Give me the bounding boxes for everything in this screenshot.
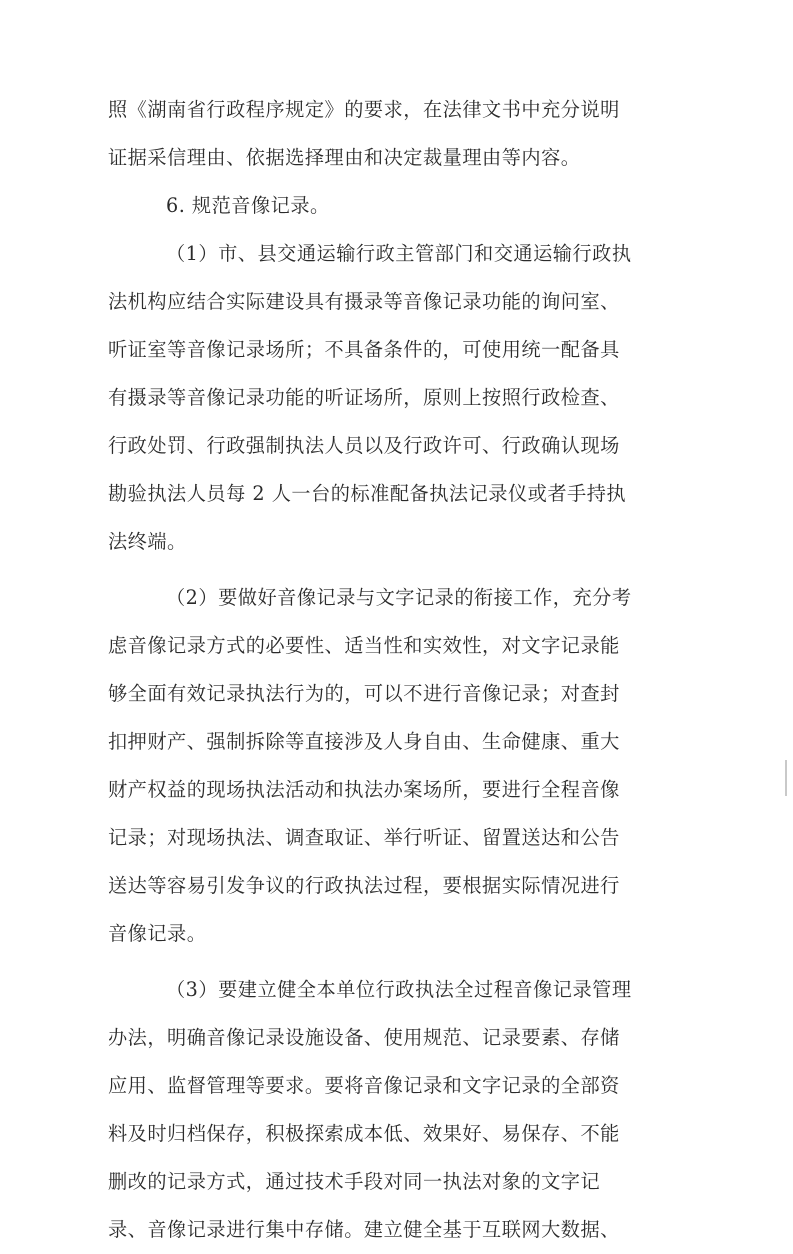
- paragraph-2-line-2: 虑音像记录方式的必要性、适当性和实效性，对文字记录能: [108, 634, 620, 657]
- paragraph-1-line-6: 勘验执法人员每 2 人一台的标准配备执法记录仪或者手持执: [108, 482, 627, 505]
- paragraph-3-line-1: （3）要建立健全本单位行政执法全过程音像记录管理: [166, 978, 632, 1001]
- intro-line-2: 证据采信理由、依据选择理由和决定裁量理由等内容。: [108, 146, 581, 169]
- paragraph-3-line-4: 料及时归档保存，积极探索成本低、效果好、易保存、不能: [108, 1122, 620, 1145]
- paragraph-3-line-5: 删改的记录方式，通过技术手段对同一执法对象的文字记: [108, 1170, 601, 1193]
- paragraph-1-line-7: 法终端。: [108, 530, 187, 553]
- section-heading: 6. 规范音像记录。: [166, 194, 330, 217]
- paragraph-3: [108, 966, 708, 1254]
- intro-line-1: 照《湖南省行政程序规定》的要求，在法律文书中充分说明: [108, 98, 620, 121]
- paragraph-1-line-4: 有摄录等音像记录功能的听证场所，原则上按照行政检查、: [108, 386, 620, 409]
- paragraph-gap: [108, 566, 708, 574]
- paragraph-2-line-4: 扣押财产、强制拆除等直接涉及人身自由、生命健康、重大: [108, 730, 620, 753]
- scan-edge-mark: [785, 760, 787, 796]
- paragraph-1: [108, 230, 708, 566]
- paragraph-2-line-3: 够全面有效记录执法行为的，可以不进行音像记录；对查封: [108, 682, 620, 705]
- paragraph-1-line-3: 听证室等音像记录场所；不具备条件的，可使用统一配备具: [108, 338, 620, 361]
- paragraph-3-line-2: 办法，明确音像记录设施设备、使用规范、记录要素、存储: [108, 1026, 620, 1049]
- paragraph-3-line-6: 录、音像记录进行集中存储。建立健全基于互联网大数据、: [108, 1218, 620, 1241]
- paragraph-2: [108, 574, 708, 958]
- paragraph-1-line-2: 法机构应结合实际建设具有摄录等音像记录功能的询问室、: [108, 290, 620, 313]
- paragraph-2-line-7: 送达等容易引发争议的行政执法过程，要根据实际情况进行: [108, 874, 620, 897]
- paragraph-1-line-1: （1）市、县交通运输行政主管部门和交通运输行政执: [166, 242, 632, 265]
- paragraph-3-line-3: 应用、监督管理等要求。要将音像记录和文字记录的全部资: [108, 1074, 620, 1097]
- document-body: [108, 86, 708, 1254]
- paragraph-2-line-6: 记录；对现场执法、调查取证、举行听证、留置送达和公告: [108, 826, 620, 849]
- paragraph-gap: [108, 958, 708, 966]
- paragraph-2-line-1: （2）要做好音像记录与文字记录的衔接工作，充分考: [166, 586, 632, 609]
- paragraph-2-line-5: 财产权益的现场执法活动和执法办案场所，要进行全程音像: [108, 778, 620, 801]
- paragraph-2-line-8: 音像记录。: [108, 922, 207, 945]
- paragraph-1-line-5: 行政处罚、行政强制执法人员以及行政许可、行政确认现场: [108, 434, 620, 457]
